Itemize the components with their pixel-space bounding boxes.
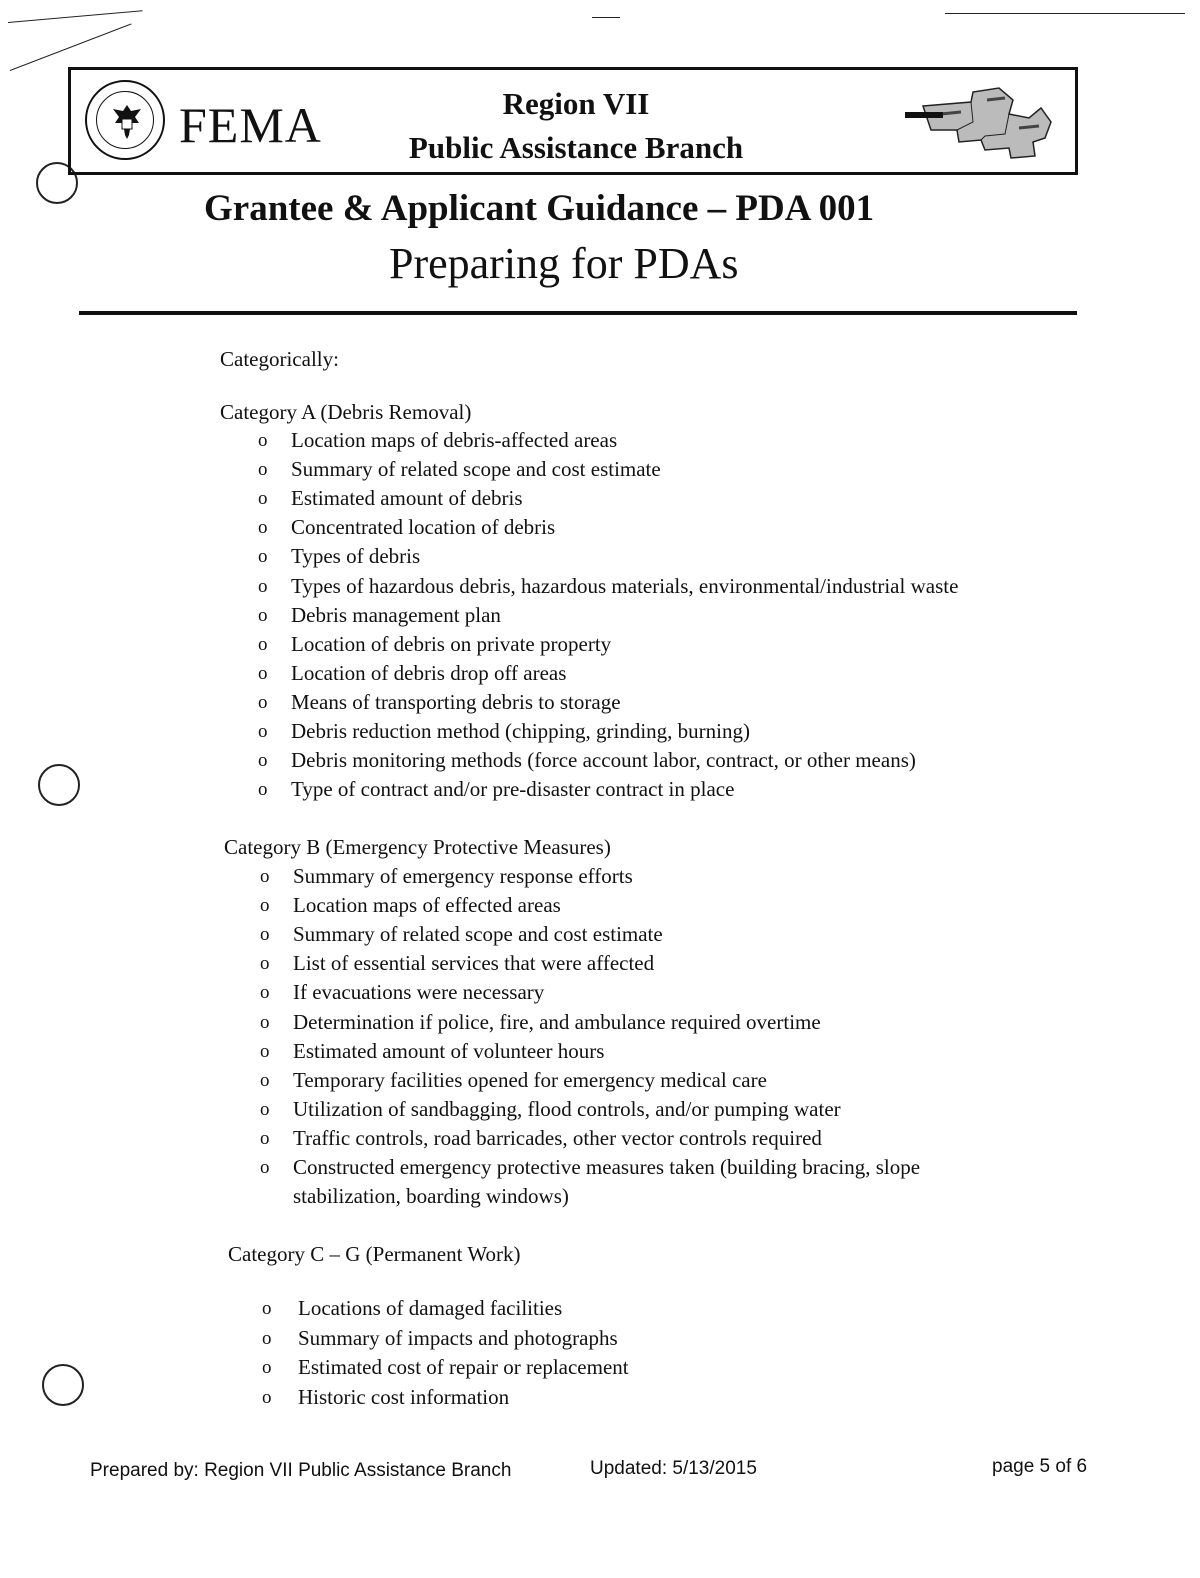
list-item: Summary of related scope and cost estimate	[293, 922, 663, 947]
bullet-marker: o	[258, 662, 268, 684]
bullet-marker: o	[262, 1298, 272, 1319]
list-item: Means of transporting debris to storage	[291, 689, 621, 714]
document-title: Grantee & Applicant Guidance – PDA 001	[204, 188, 875, 229]
bullet-marker: o	[258, 691, 268, 713]
bullet-marker: o	[262, 1357, 272, 1379]
bullet-marker: o	[260, 1157, 270, 1178]
footer-page-number: page 5 of 6	[992, 1456, 1088, 1477]
list-item: Historic cost information	[298, 1384, 510, 1409]
bullet-marker: o	[258, 488, 268, 510]
bullet-marker: o	[260, 1069, 270, 1091]
bullet-marker: o	[258, 721, 268, 742]
list-item: Types of hazardous debris, hazardous materials, environmental/industrial waste	[291, 573, 959, 598]
bullet-marker: o	[262, 1327, 272, 1349]
list-item: Summary of impacts and photographs	[298, 1325, 618, 1350]
region-title: Region VII	[502, 86, 650, 121]
bullet-marker: o	[260, 953, 270, 975]
category-b-heading: Category B (Emergency Protective Measures)	[224, 835, 611, 859]
category-c-g-heading: Category C – G (Permanent Work)	[228, 1242, 521, 1266]
bullet-marker: o	[258, 459, 268, 481]
bullet-marker: o	[258, 633, 268, 655]
bullet-marker: o	[258, 575, 268, 597]
list-item: If evacuations were necessary	[293, 980, 545, 1005]
punch-hole-middle	[38, 764, 80, 806]
list-item: Debris management plan	[291, 602, 501, 627]
list-item: List of essential services that were affected	[293, 951, 655, 976]
punch-hole-bottom	[42, 1364, 84, 1406]
bullet-marker: o	[260, 1011, 270, 1033]
list-item: Summary of emergency response efforts	[293, 864, 633, 888]
list-item: Estimated amount of debris	[291, 486, 523, 511]
list-item: stabilization, boarding windows)	[293, 1184, 569, 1209]
scan-artifact-corner	[10, 23, 132, 71]
title-divider	[79, 311, 1077, 315]
bullet-marker: o	[258, 517, 268, 539]
footer-updated: Updated: 5/13/2015	[590, 1458, 757, 1479]
list-item: Location of debris drop off areas	[291, 660, 567, 685]
list-item: Constructed emergency protective measures taken (building bracing, slope	[293, 1155, 921, 1179]
list-item: Debris monitoring methods (force account labor, contract, or other means)	[291, 748, 916, 773]
list-item: Locations of damaged facilities	[298, 1296, 563, 1320]
list-item: Temporary facilities opened for emergency medical care	[293, 1067, 767, 1092]
bullet-marker: o	[260, 924, 270, 946]
list-item: Location maps of effected areas	[293, 893, 561, 918]
document-subtitle: Preparing for PDAs	[389, 239, 739, 288]
list-item: Type of contract and/or pre-disaster contract in place	[291, 777, 735, 802]
list-item: Utilization of sandbagging, flood controls, and/or pumping water	[293, 1096, 841, 1121]
scan-artifact-top-right	[945, 13, 1185, 14]
scan-artifact-top-mid	[592, 17, 620, 18]
agency-name: FEMA	[179, 97, 322, 153]
bullet-marker: o	[262, 1386, 272, 1408]
list-item: Estimated amount of volunteer hours	[293, 1038, 605, 1063]
list-item: Summary of related scope and cost estimate	[291, 457, 661, 482]
bullet-marker: o	[258, 546, 268, 568]
list-item: Concentrated location of debris	[291, 515, 556, 540]
bullet-marker: o	[260, 1098, 270, 1120]
list-item: Debris reduction method (chipping, grinding, burning)	[291, 719, 750, 743]
bullet-marker: o	[258, 779, 268, 801]
scan-artifact-top-left	[8, 10, 143, 23]
bullet-marker: o	[260, 895, 270, 917]
category-a-heading: Category A (Debris Removal)	[220, 400, 472, 424]
bullet-marker: o	[260, 982, 270, 1004]
list-item: Location maps of debris-affected areas	[291, 428, 618, 452]
bullet-marker: o	[260, 866, 270, 887]
list-item: Determination if police, fire, and ambulance required overtime	[293, 1009, 821, 1034]
bullet-marker: o	[258, 430, 268, 451]
bullet-marker: o	[258, 604, 268, 626]
intro-label: Categorically:	[220, 347, 339, 371]
list-item: Types of debris	[291, 544, 421, 569]
header-banner	[68, 67, 1078, 175]
branch-title: Public Assistance Branch	[408, 130, 744, 165]
list-item: Location of debris on private property	[291, 631, 612, 656]
bullet-marker: o	[258, 750, 268, 772]
bullet-marker: o	[260, 1127, 270, 1149]
region-map-icon	[901, 78, 1061, 168]
bullet-marker: o	[260, 1040, 270, 1062]
list-item: Traffic controls, road barricades, other vector controls required	[293, 1125, 822, 1150]
footer-prepared-by: Prepared by: Region VII Public Assistance Branch	[90, 1460, 512, 1481]
list-item: Estimated cost of repair or replacement	[298, 1355, 629, 1380]
